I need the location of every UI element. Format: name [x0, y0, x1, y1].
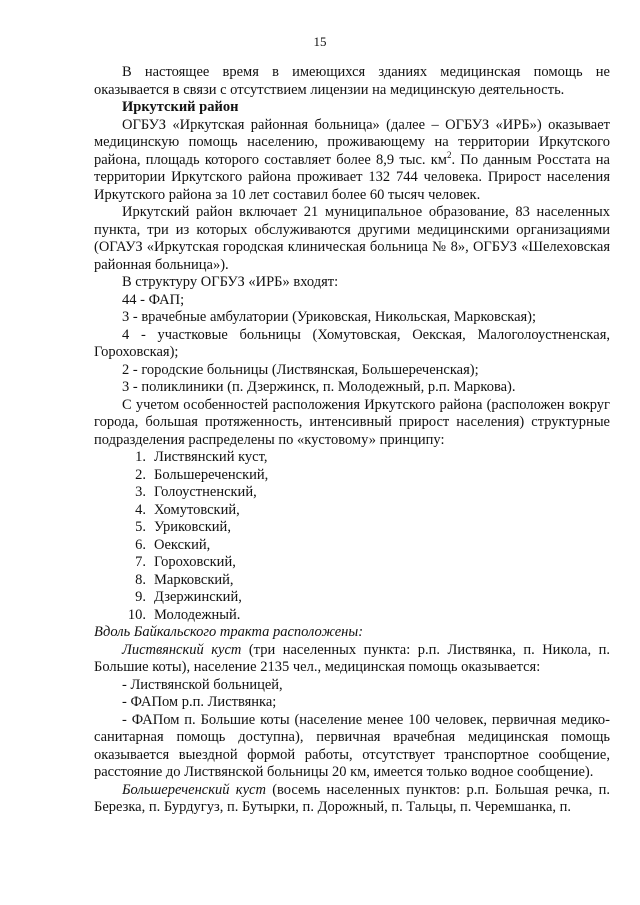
- bush-name-bolsherechensky: Большереченский куст: [122, 781, 266, 798]
- superscript-2: 2: [447, 149, 452, 160]
- structure-item: 3 - врачебные амбулатории (Уриковская, Никольская, Марковская);: [122, 309, 537, 325]
- structure-item: 2 - городские больницы (Листвянская, Большереченская);: [122, 361, 479, 378]
- section-heading: Иркутский район: [122, 99, 239, 115]
- list-text: Хомутовский,: [154, 501, 240, 518]
- bush-description-bolsherechensky: (восемь населенных пунктов: р.п. Большая речка, п. Березка, п. Бурдугуз, п. Бутырки, п. Дорожный, п. Тальцы, п. Черемшанка, п.: [94, 781, 610, 815]
- list-item: [94, 572, 610, 590]
- list-number: 2.: [135, 466, 146, 483]
- list-number: 1.: [135, 449, 146, 465]
- list-number: 7.: [135, 554, 146, 570]
- list-text: Молодежный.: [154, 606, 241, 623]
- bush-list: [94, 449, 610, 624]
- dash-item: - ФАПом п. Большие коты (население менее 100 человек, первичная медико-санитарная помощь доступна), первичная врачебная медицинская помощь оказывается выездной формой работы, отсутствует транспортное сообщение, расстояние до Листвянской больницы 20 км, имеется только водное сообщение).: [94, 711, 610, 780]
- list-number: 10.: [127, 606, 146, 623]
- paragraph-bolshaya-rechka-bush: [94, 782, 610, 817]
- paragraph-listvyanka-bush: [94, 642, 610, 677]
- list-item: [94, 589, 610, 607]
- list-number: 9.: [135, 589, 146, 605]
- dash-item: - Листвянской больницей,: [122, 676, 283, 693]
- list-text: Гороховский,: [154, 554, 236, 570]
- bush-description-listvyanka: (три населенных пункта: р.п. Листвянка, п. Никола, п. Большие коты), население 2135 чел., медицинская помощь оказывается:: [94, 641, 610, 675]
- list-item: [94, 484, 610, 502]
- bush-name-listvyanka: Листвянский куст: [122, 641, 242, 658]
- list-number: 6.: [135, 536, 146, 553]
- list-item: [94, 554, 610, 572]
- paragraph-bush-principle: С учетом особенностей расположения Иркутского района (расположен вокруг города, большая протяженность, интенсивный прирост населения) структурные подразделения распределены по «кустовому» принципу:: [94, 396, 610, 448]
- paragraph-baikal-tract: Вдоль Байкальского тракта расположены:: [94, 624, 364, 640]
- list-text: Марковский,: [154, 571, 234, 588]
- list-item: [94, 502, 610, 520]
- paragraph-hospital-intro-tail: . По данным Росстата на территории Иркутского района проживает 132 744 человека. Прирост населения Иркутского района за 10 лет составил более 60 тысяч человек.: [94, 151, 610, 203]
- list-text: Большереченский,: [154, 466, 269, 483]
- list-text: Голоустненский,: [154, 484, 257, 500]
- paragraph-hospital-intro: [94, 117, 610, 205]
- page-number: 15: [313, 34, 327, 49]
- document-body: [94, 64, 610, 817]
- structure-item: 3 - поликлиники (п. Дзержинск, п. Молодежный, р.п. Маркова).: [122, 379, 516, 395]
- structure-item: 4 - участковые больницы (Хомутовская, Оекская, Малоголоустненская, Гороховская);: [94, 326, 610, 360]
- list-text: Листвянский куст,: [154, 449, 268, 465]
- list-item: [94, 537, 610, 555]
- list-item: [94, 467, 610, 485]
- list-item: [94, 449, 610, 467]
- paragraph-district-composition: Иркутский район включает 21 муниципальное образование, 83 населенных пункта, три из которых обслуживаются другими медицинскими организациями (ОГАУЗ «Иркутская городская клиническая больница № 8», ОГБУЗ «Шелеховская районная больница»).: [94, 204, 610, 273]
- list-text: Оекский,: [154, 536, 211, 553]
- list-number: 5.: [135, 519, 146, 535]
- list-text: Дзержинский,: [154, 589, 242, 605]
- paragraph-license: В настоящее время в имеющихся зданиях медицинская помощь не оказывается в связи с отсутствием лицензии на медицинскую деятельность.: [94, 64, 610, 98]
- list-item: [94, 519, 610, 537]
- dash-item: - ФАПом р.п. Листвянка;: [122, 694, 277, 710]
- paragraph-hospital-intro-main: ОГБУЗ «Иркутская районная больница» (далее – ОГБУЗ «ИРБ») оказывает медицинскую помощь населению, проживающему на территории Иркутского района, площадь которого составляет более 8,9 тыс. км: [94, 116, 610, 168]
- list-number: 4.: [135, 501, 146, 518]
- list-number: 8.: [135, 571, 146, 588]
- structure-item: 44 - ФАП;: [122, 291, 185, 308]
- list-item: [94, 607, 610, 625]
- list-text: Уриковский,: [154, 519, 231, 535]
- list-number: 3.: [135, 484, 146, 500]
- paragraph-structure-intro: В структуру ОГБУЗ «ИРБ» входят:: [122, 274, 339, 290]
